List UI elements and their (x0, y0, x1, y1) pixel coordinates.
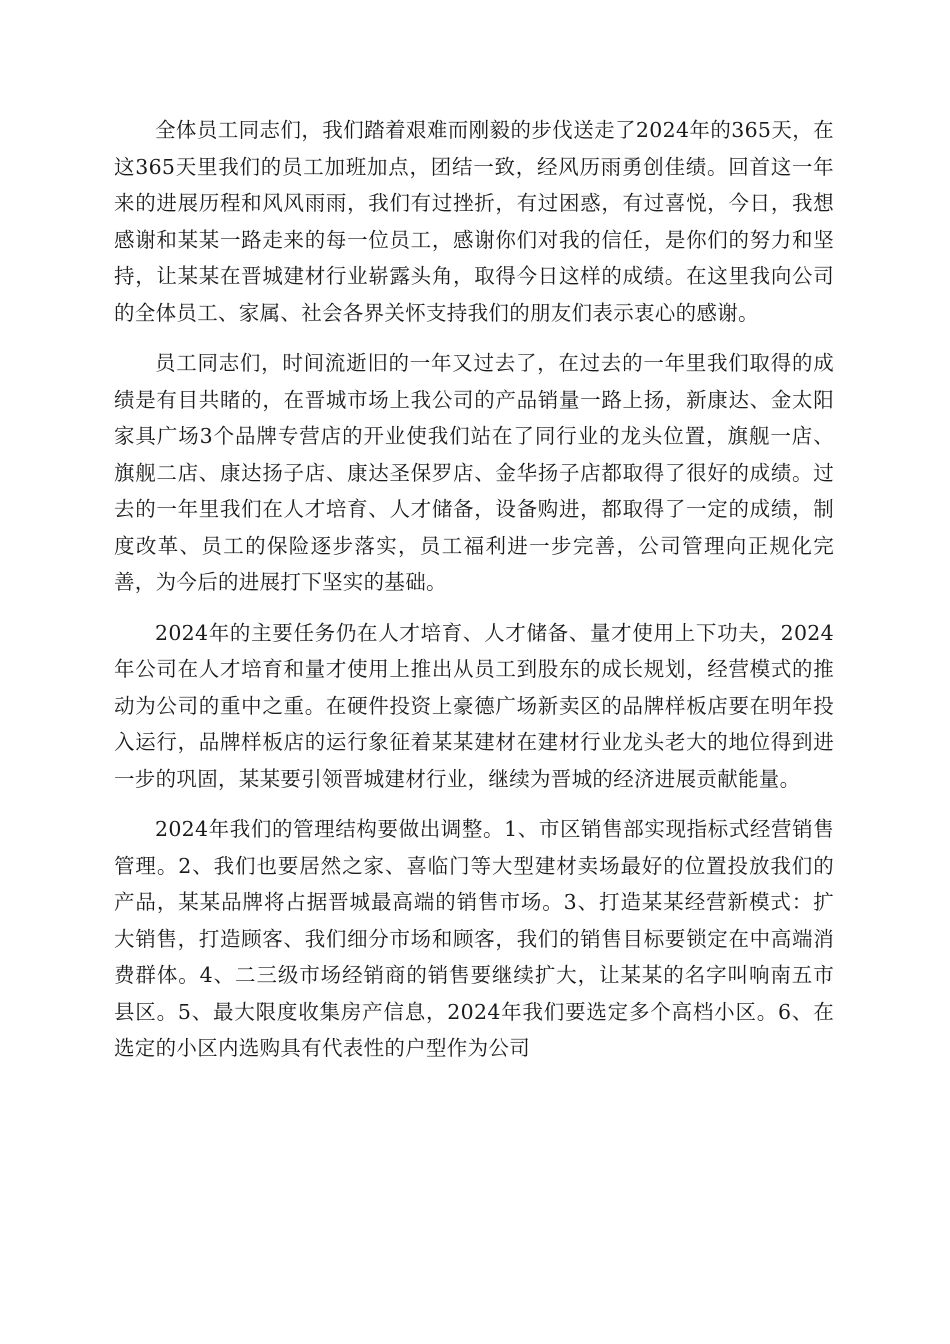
paragraph-4: 2024年我们的管理结构要做出调整。1、市区销售部实现指标式经营销售管理。2、我们也要居然之家、喜临门等大型建材卖场最好的位置投放我们的产品，某某品牌将占据晋城最高端的销售市场。3、打造某某经营新模式：扩大销售，打造顾客、我们细分市场和顾客，我们的销售目标要锁定在中高端消费群体。4、二三级市场经销商的销售要继续扩大，让某某的名字叫响南五市县区。5、最大限度收集房产信息，2024年我们要选定多个高档小区。6、在选定的小区内选购具有代表性的户型作为公司 (114, 817, 834, 1060)
paragraph-2: 员工同志们，时间流逝旧的一年又过去了，在过去的一年里我们取得的成绩是有目共睹的，在晋城市场上我公司的产品销量一路上扬，新康达、金太阳家具广场3个品牌专营店的开业使我们站在了同行业的龙头位置，旗舰一店、旗舰二店、康达扬子店、康达圣保罗店、金华扬子店都取得了很好的成绩。过去的一年里我们在人才培育、人才储备，设备购进，都取得了一定的成绩，制度改革、员工的保险逐步落实，员工福利进一步完善，公司管理向正规化完善，为今后的进展打下坚实的基础。 (114, 351, 834, 594)
paragraph-1: 全体员工同志们，我们踏着艰难而刚毅的步伐送走了2024年的365天，在这365天里我们的员工加班加点，团结一致，经风历雨勇创佳绩。回首这一年来的进展历程和风风雨雨，我们有过挫折，有过困惑，有过喜悦，今日，我想感谢和某某一路走来的每一位员工，感谢你们对我的信任，是你们的努力和坚持，让某某在晋城建材行业崭露头角，取得今日这样的成绩。在这里我向公司的全体员工、家属、社会各界关怀支持我们的朋友们表示衷心的感谢。 (114, 118, 834, 325)
paragraph-3: 2024年的主要任务仍在人才培育、人才储备、量才使用上下功夫，2024年公司在人才培育和量才使用上推出从员工到股东的成长规划，经营模式的推动为公司的重中之重。在硬件投资上豪德广场新卖区的品牌样板店要在明年投入运行，品牌样板店的运行象征着某某建材在建材行业龙头老大的地位得到进一步的巩固，某某要引领晋城建材行业，继续为晋城的经济进展贡献能量。 (114, 620, 834, 791)
document-body (114, 112, 834, 1081)
